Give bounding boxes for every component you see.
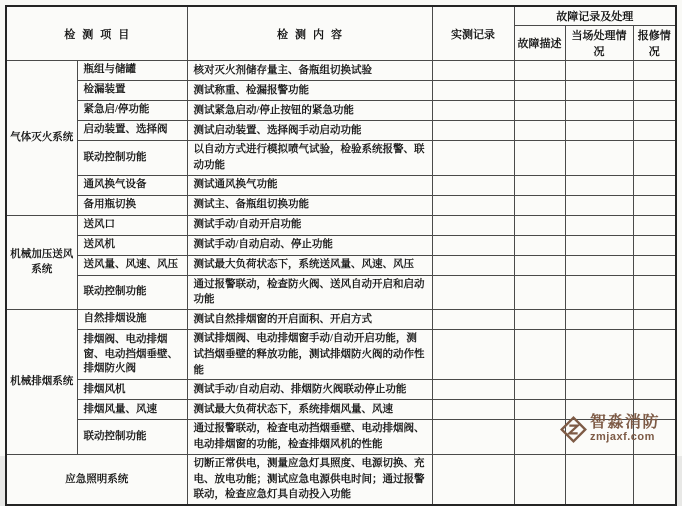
fault-desc-cell <box>514 255 565 275</box>
header-inspection-item: 检测项目 <box>6 6 187 61</box>
onsite-cell <box>565 61 633 81</box>
brand-text-block <box>590 415 660 443</box>
fault-desc-cell <box>514 454 565 505</box>
repair-cell <box>633 195 676 215</box>
onsite-cell <box>565 310 633 330</box>
repair-cell <box>633 101 676 121</box>
fault-desc-cell <box>514 101 565 121</box>
system-cell: 机械排烟系统 <box>6 310 77 455</box>
header-inspection-content: 检测内容 <box>187 6 432 61</box>
brand-watermark <box>560 415 675 443</box>
onsite-cell <box>565 380 633 400</box>
item-cell: 通风换气设备 <box>77 175 187 195</box>
item-cell: 瓶组与储罐 <box>77 61 187 81</box>
fault-desc-cell <box>514 235 565 255</box>
item-cell: 紧急启/停功能 <box>77 101 187 121</box>
header-fault-description: 故障描述 <box>514 26 565 61</box>
content-cell: 测试最大负荷状态下，系统送风量、风速、风压 <box>187 255 432 275</box>
content-cell: 核对灭火剂储存量主、备瓶组切换试验 <box>187 61 432 81</box>
content-cell: 测试手动/自动启动、排烟防火阀联动停止功能 <box>187 380 432 400</box>
onsite-cell <box>565 101 633 121</box>
header-measured-record: 实测记录 <box>432 6 514 61</box>
repair-cell <box>633 121 676 141</box>
item-cell: 检漏装置 <box>77 81 187 101</box>
item-cell: 联动控制功能 <box>77 141 187 176</box>
record-cell <box>432 310 514 330</box>
fault-desc-cell <box>514 141 565 176</box>
table-row <box>6 235 676 255</box>
onsite-cell <box>565 330 633 380</box>
record-cell <box>432 235 514 255</box>
onsite-cell <box>565 121 633 141</box>
repair-cell <box>633 215 676 235</box>
table-row <box>6 330 676 380</box>
record-cell <box>432 454 514 505</box>
content-cell: 通过报警联动，检查防火阀、送风自动开启和启动功能 <box>187 275 432 310</box>
system-cell: 应急照明系统 <box>6 454 187 505</box>
item-cell: 备用瓶切换 <box>77 195 187 215</box>
item-cell: 排烟风量、风速 <box>77 400 187 420</box>
record-cell <box>432 255 514 275</box>
table-row <box>6 215 676 235</box>
content-cell: 测试手动/自动开启功能 <box>187 215 432 235</box>
repair-cell <box>633 141 676 176</box>
record-cell <box>432 275 514 310</box>
onsite-cell <box>565 215 633 235</box>
content-cell: 测试启动装置、选择阀手动启动功能 <box>187 121 432 141</box>
table-row <box>6 175 676 195</box>
repair-cell <box>633 255 676 275</box>
item-cell: 联动控制功能 <box>77 275 187 310</box>
content-cell: 测试最大负荷状态下，系统排烟风量、风速 <box>187 400 432 420</box>
record-cell <box>432 175 514 195</box>
item-cell: 送风口 <box>77 215 187 235</box>
record-cell <box>432 400 514 420</box>
fault-desc-cell <box>514 380 565 400</box>
onsite-cell <box>565 175 633 195</box>
brand-domain: zmjaxf.com <box>590 430 655 443</box>
table-row <box>6 454 676 505</box>
record-cell <box>432 61 514 81</box>
zhimiao-logo-icon <box>560 416 587 443</box>
fault-desc-cell <box>514 400 565 420</box>
table-row <box>6 81 676 101</box>
fault-desc-cell <box>514 61 565 81</box>
record-cell <box>432 215 514 235</box>
content-cell: 测试主、备瓶组切换功能 <box>187 195 432 215</box>
table-row <box>6 195 676 215</box>
fault-desc-cell <box>514 420 565 455</box>
fault-desc-cell <box>514 215 565 235</box>
content-cell: 测试排烟阀、电动排烟窗手动/自动开启功能，测试挡烟垂壁的释放功能，测试排烟防火阀的动作性能 <box>187 330 432 380</box>
record-cell <box>432 420 514 455</box>
fault-desc-cell <box>514 330 565 380</box>
fault-desc-cell <box>514 275 565 310</box>
table-row <box>6 255 676 275</box>
table-row <box>6 275 676 310</box>
content-cell: 测试称重、检漏报警功能 <box>187 81 432 101</box>
record-cell <box>432 380 514 400</box>
content-cell: 切断正常供电，测量应急灯具照度、电源切换、充电、放电功能；测试应急电源供电时间；通过报警联动，检查应急灯具自动投入功能 <box>187 454 432 505</box>
content-cell: 测试自然排烟窗的开启面积、开启方式 <box>187 310 432 330</box>
content-cell: 以自动方式进行模拟喷气试验，检验系统报警、联动功能 <box>187 141 432 176</box>
repair-cell <box>633 81 676 101</box>
content-cell: 通过报警联动，检查电动挡烟垂壁、电动排烟阀、电动排烟窗的功能，检查排烟风机的性能 <box>187 420 432 455</box>
record-cell <box>432 81 514 101</box>
item-cell: 联动控制功能 <box>77 420 187 455</box>
brand-name: 智淼消防 <box>590 414 661 431</box>
fault-desc-cell <box>514 195 565 215</box>
onsite-cell <box>565 275 633 310</box>
table-row <box>6 380 676 400</box>
onsite-cell <box>565 255 633 275</box>
record-cell <box>432 195 514 215</box>
fault-desc-cell <box>514 175 565 195</box>
table-row <box>6 61 676 81</box>
fault-desc-cell <box>514 310 565 330</box>
repair-cell <box>633 175 676 195</box>
table-row <box>6 101 676 121</box>
record-cell <box>432 101 514 121</box>
onsite-cell <box>565 141 633 176</box>
header-onsite-handling: 当场处理情况 <box>565 26 633 61</box>
system-cell: 气体灭火系统 <box>6 61 77 216</box>
content-cell: 测试通风换气功能 <box>187 175 432 195</box>
repair-cell <box>633 235 676 255</box>
record-cell <box>432 141 514 176</box>
record-cell <box>432 121 514 141</box>
record-cell <box>432 330 514 380</box>
item-cell: 启动装置、选择阀 <box>77 121 187 141</box>
item-cell: 送风机 <box>77 235 187 255</box>
repair-cell <box>633 330 676 380</box>
item-cell: 送风量、风速、风压 <box>77 255 187 275</box>
table-row <box>6 121 676 141</box>
table-row <box>6 310 676 330</box>
repair-cell <box>633 380 676 400</box>
onsite-cell <box>565 235 633 255</box>
repair-cell <box>633 454 676 505</box>
onsite-cell <box>565 454 633 505</box>
header-fault-record-group: 故障记录及处理 <box>514 6 676 26</box>
repair-cell <box>633 275 676 310</box>
item-cell: 自然排烟设施 <box>77 310 187 330</box>
fault-desc-cell <box>514 121 565 141</box>
repair-cell <box>633 61 676 81</box>
header-repair-status: 报修情况 <box>633 26 676 61</box>
table-row <box>6 141 676 176</box>
content-cell: 测试紧急启动/停止按钮的紧急功能 <box>187 101 432 121</box>
fault-desc-cell <box>514 81 565 101</box>
onsite-cell <box>565 195 633 215</box>
onsite-cell <box>565 81 633 101</box>
system-cell: 机械加压送风系统 <box>6 215 77 310</box>
repair-cell <box>633 310 676 330</box>
item-cell: 排烟阀、电动排烟窗、电动挡烟垂壁、排烟防火阀 <box>77 330 187 380</box>
item-cell: 排烟风机 <box>77 380 187 400</box>
content-cell: 测试手动/自动启动、停止功能 <box>187 235 432 255</box>
